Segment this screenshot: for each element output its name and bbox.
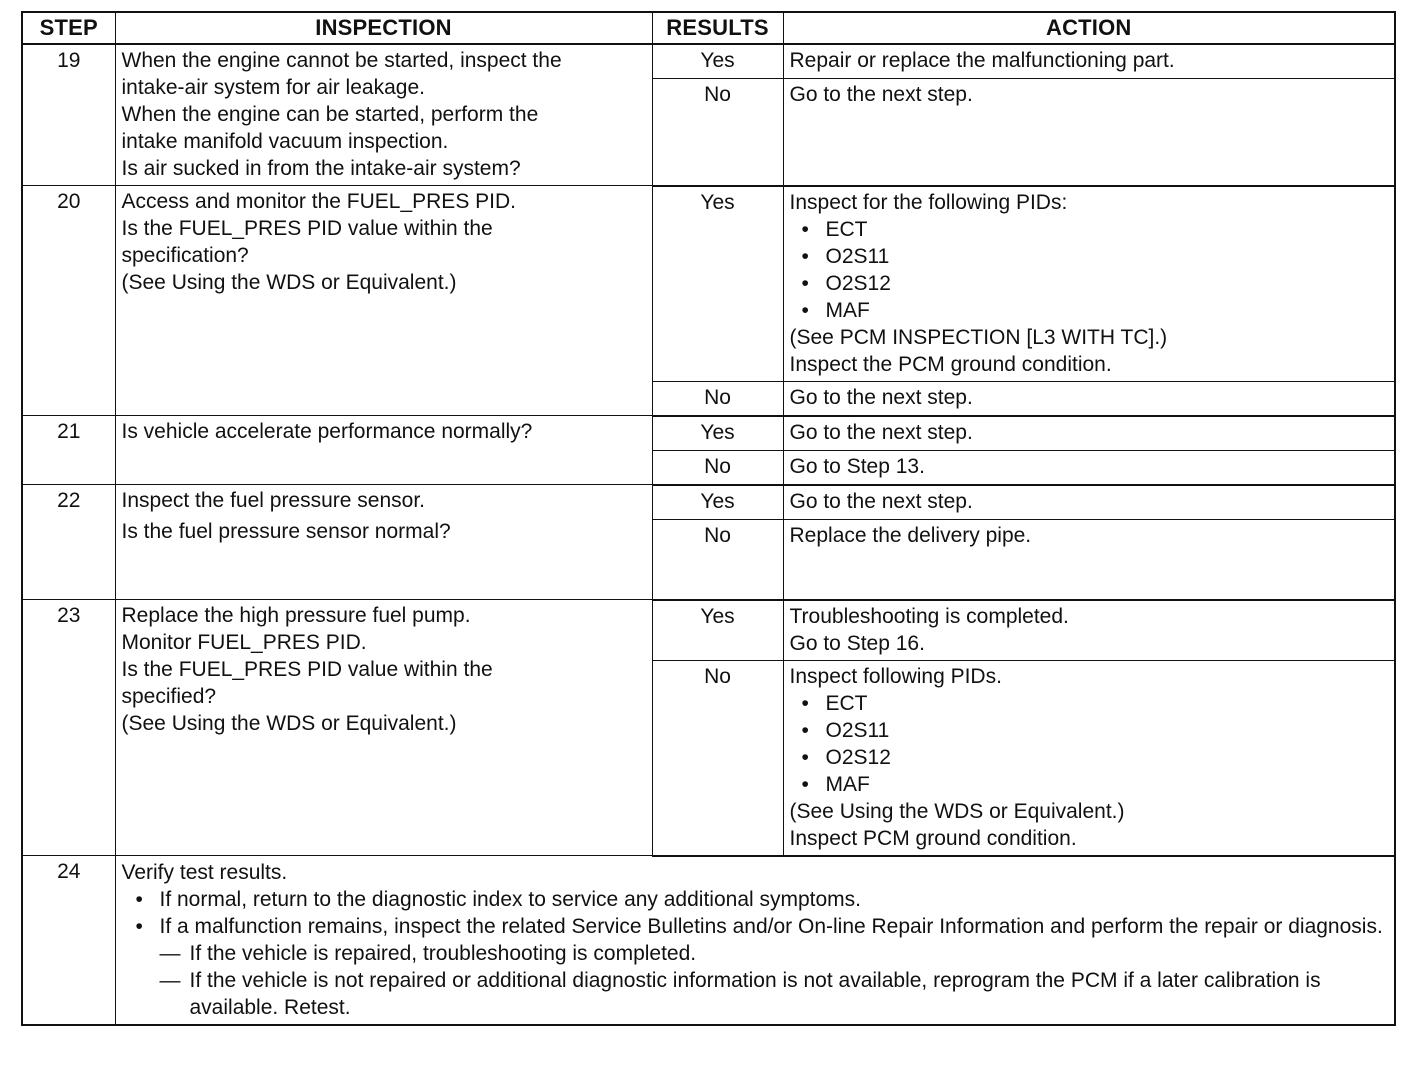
- step-20-pid-list: [790, 216, 1389, 324]
- step-21-result-no: No: [652, 450, 783, 485]
- step-22-result-no: No: [652, 519, 783, 600]
- step-20-result-yes: Yes: [652, 186, 783, 382]
- pid-item: • MAF: [798, 771, 1389, 798]
- step-20-action-ground: Inspect the PCM ground condition.: [789, 352, 1112, 376]
- step-23-inspection: [115, 600, 652, 856]
- step-24-content: [115, 856, 1395, 1025]
- step-19-inspection-line: Is air sucked in from the intake-air system?: [121, 157, 521, 180]
- step-23-action-yes-line: Troubleshooting is completed.: [789, 604, 1069, 628]
- step-21-action-no: Go to Step 13.: [783, 450, 1395, 485]
- step-22-inspection-line: Inspect the fuel pressure sensor.: [121, 489, 426, 512]
- step-20-inspection-line: Is the FUEL_PRES PID value within the: [121, 217, 493, 240]
- step-23-inspection-line: (See Using the WDS or Equivalent.): [121, 712, 457, 735]
- step-19-action-no: Go to the next step.: [783, 79, 1395, 186]
- step-20-inspection-line: (See Using the WDS or Equivalent.): [121, 271, 457, 294]
- step-22-yes-row: [22, 485, 1395, 520]
- step-20-number: 20: [22, 186, 115, 416]
- step-20-result-no: No: [652, 381, 783, 416]
- step-23-inspection-line: Monitor FUEL_PRES PID.: [121, 631, 367, 654]
- header-results: RESULTS: [652, 12, 783, 44]
- step-22-inspection: [115, 485, 652, 600]
- step-24-dash-repaired: — If the vehicle is repaired, troubleshooting is completed.: [160, 940, 1389, 967]
- step-19-number: 19: [22, 44, 115, 186]
- header-inspection: INSPECTION: [115, 12, 652, 44]
- step-20-action-reference: (See PCM INSPECTION [L3 WITH TC].): [789, 325, 1168, 349]
- step-22-inspection-line: Is the fuel pressure sensor normal?: [121, 520, 451, 543]
- step-23-action-no: [783, 660, 1395, 856]
- step-20-action-yes: [783, 186, 1395, 382]
- step-23-inspection-line: specified?: [121, 685, 217, 708]
- step-24-intro: Verify test results.: [121, 860, 288, 884]
- step-22-result-yes: Yes: [652, 485, 783, 520]
- header-row: [22, 12, 1395, 44]
- step-20-action-no: Go to the next step.: [783, 381, 1395, 416]
- troubleshooting-sheet: [21, 11, 1396, 1026]
- step-21-yes-row: [22, 416, 1395, 451]
- step-23-action-ground: Inspect PCM ground condition.: [789, 826, 1077, 850]
- step-24-bullets: [122, 886, 1389, 1021]
- step-23-result-yes: Yes: [652, 600, 783, 661]
- step-24-row: [22, 856, 1395, 1025]
- pid-item: • ECT: [798, 690, 1389, 717]
- step-23-action-reference: (See Using the WDS or Equivalent.): [789, 799, 1125, 823]
- bullet-text: If a malfunction remains, inspect the related Service Bulletins and/or On-line Repair Information and perform the repair or diagnosis.: [159, 914, 1383, 938]
- header-step: STEP: [22, 12, 115, 44]
- step-19-yes-row: [22, 44, 1395, 79]
- step-20-yes-row: [22, 186, 1395, 382]
- step-23-action-intro: Inspect following PIDs.: [789, 664, 1002, 688]
- step-23-yes-row: [22, 600, 1395, 661]
- step-24-bullet-malfunction: [130, 913, 1389, 1021]
- step-19-inspection-line: intake-air system for air leakage.: [121, 76, 425, 99]
- step-22-action-no: Replace the delivery pipe.: [783, 519, 1395, 600]
- pid-item: • O2S12: [798, 270, 1389, 297]
- step-23-inspection-line: Is the FUEL_PRES PID value within the: [121, 658, 493, 681]
- step-23-result-no: No: [652, 660, 783, 856]
- step-20-inspection: [115, 186, 652, 416]
- troubleshooting-table: [21, 11, 1396, 1026]
- step-19-inspection-line: intake manifold vacuum inspection.: [121, 130, 449, 153]
- step-23-pid-list: [790, 690, 1389, 798]
- header-action: ACTION: [783, 12, 1395, 44]
- pid-item: • ECT: [798, 216, 1389, 243]
- step-22-number: 22: [22, 485, 115, 600]
- pid-item: • O2S11: [798, 717, 1389, 744]
- pid-item: • O2S11: [798, 243, 1389, 270]
- pid-item: • O2S12: [798, 744, 1389, 771]
- step-21-action-yes: Go to the next step.: [783, 416, 1395, 451]
- step-24-dash-not-repaired: — If the vehicle is not repaired or additional diagnostic information is not available, reprogram the PCM if a later calibration is available. Retest.: [160, 967, 1389, 1021]
- step-19-inspection-line: When the engine cannot be started, inspect the: [121, 49, 562, 72]
- step-19-result-yes: Yes: [652, 44, 783, 79]
- step-20-inspection-line: specification?: [121, 244, 249, 267]
- step-21-number: 21: [22, 416, 115, 485]
- step-19-result-no: No: [652, 79, 783, 186]
- step-23-inspection-line: Replace the high pressure fuel pump.: [121, 604, 471, 627]
- step-21-inspection: Is vehicle accelerate performance normally?: [115, 416, 652, 485]
- step-23-action-yes-line: Go to Step 16.: [789, 631, 925, 655]
- step-21-result-yes: Yes: [652, 416, 783, 451]
- step-23-number: 23: [22, 600, 115, 856]
- step-22-action-yes: Go to the next step.: [783, 485, 1395, 520]
- step-19-inspection-line: When the engine can be started, perform the: [121, 103, 539, 126]
- step-23-action-yes: [783, 600, 1395, 661]
- step-24-bullet-normal: [130, 886, 1389, 913]
- bullet-text: If normal, return to the diagnostic index to service any additional symptoms.: [159, 887, 862, 911]
- step-20-action-intro: Inspect for the following PIDs:: [789, 190, 1068, 214]
- step-19-action-yes: Repair or replace the malfunctioning part.: [783, 44, 1395, 79]
- step-24-subitems: [160, 940, 1389, 1021]
- step-19-inspection: [115, 44, 652, 186]
- pid-item: • MAF: [798, 297, 1389, 324]
- step-24-number: 24: [22, 856, 115, 1025]
- step-20-inspection-line: Access and monitor the FUEL_PRES PID.: [121, 190, 516, 213]
